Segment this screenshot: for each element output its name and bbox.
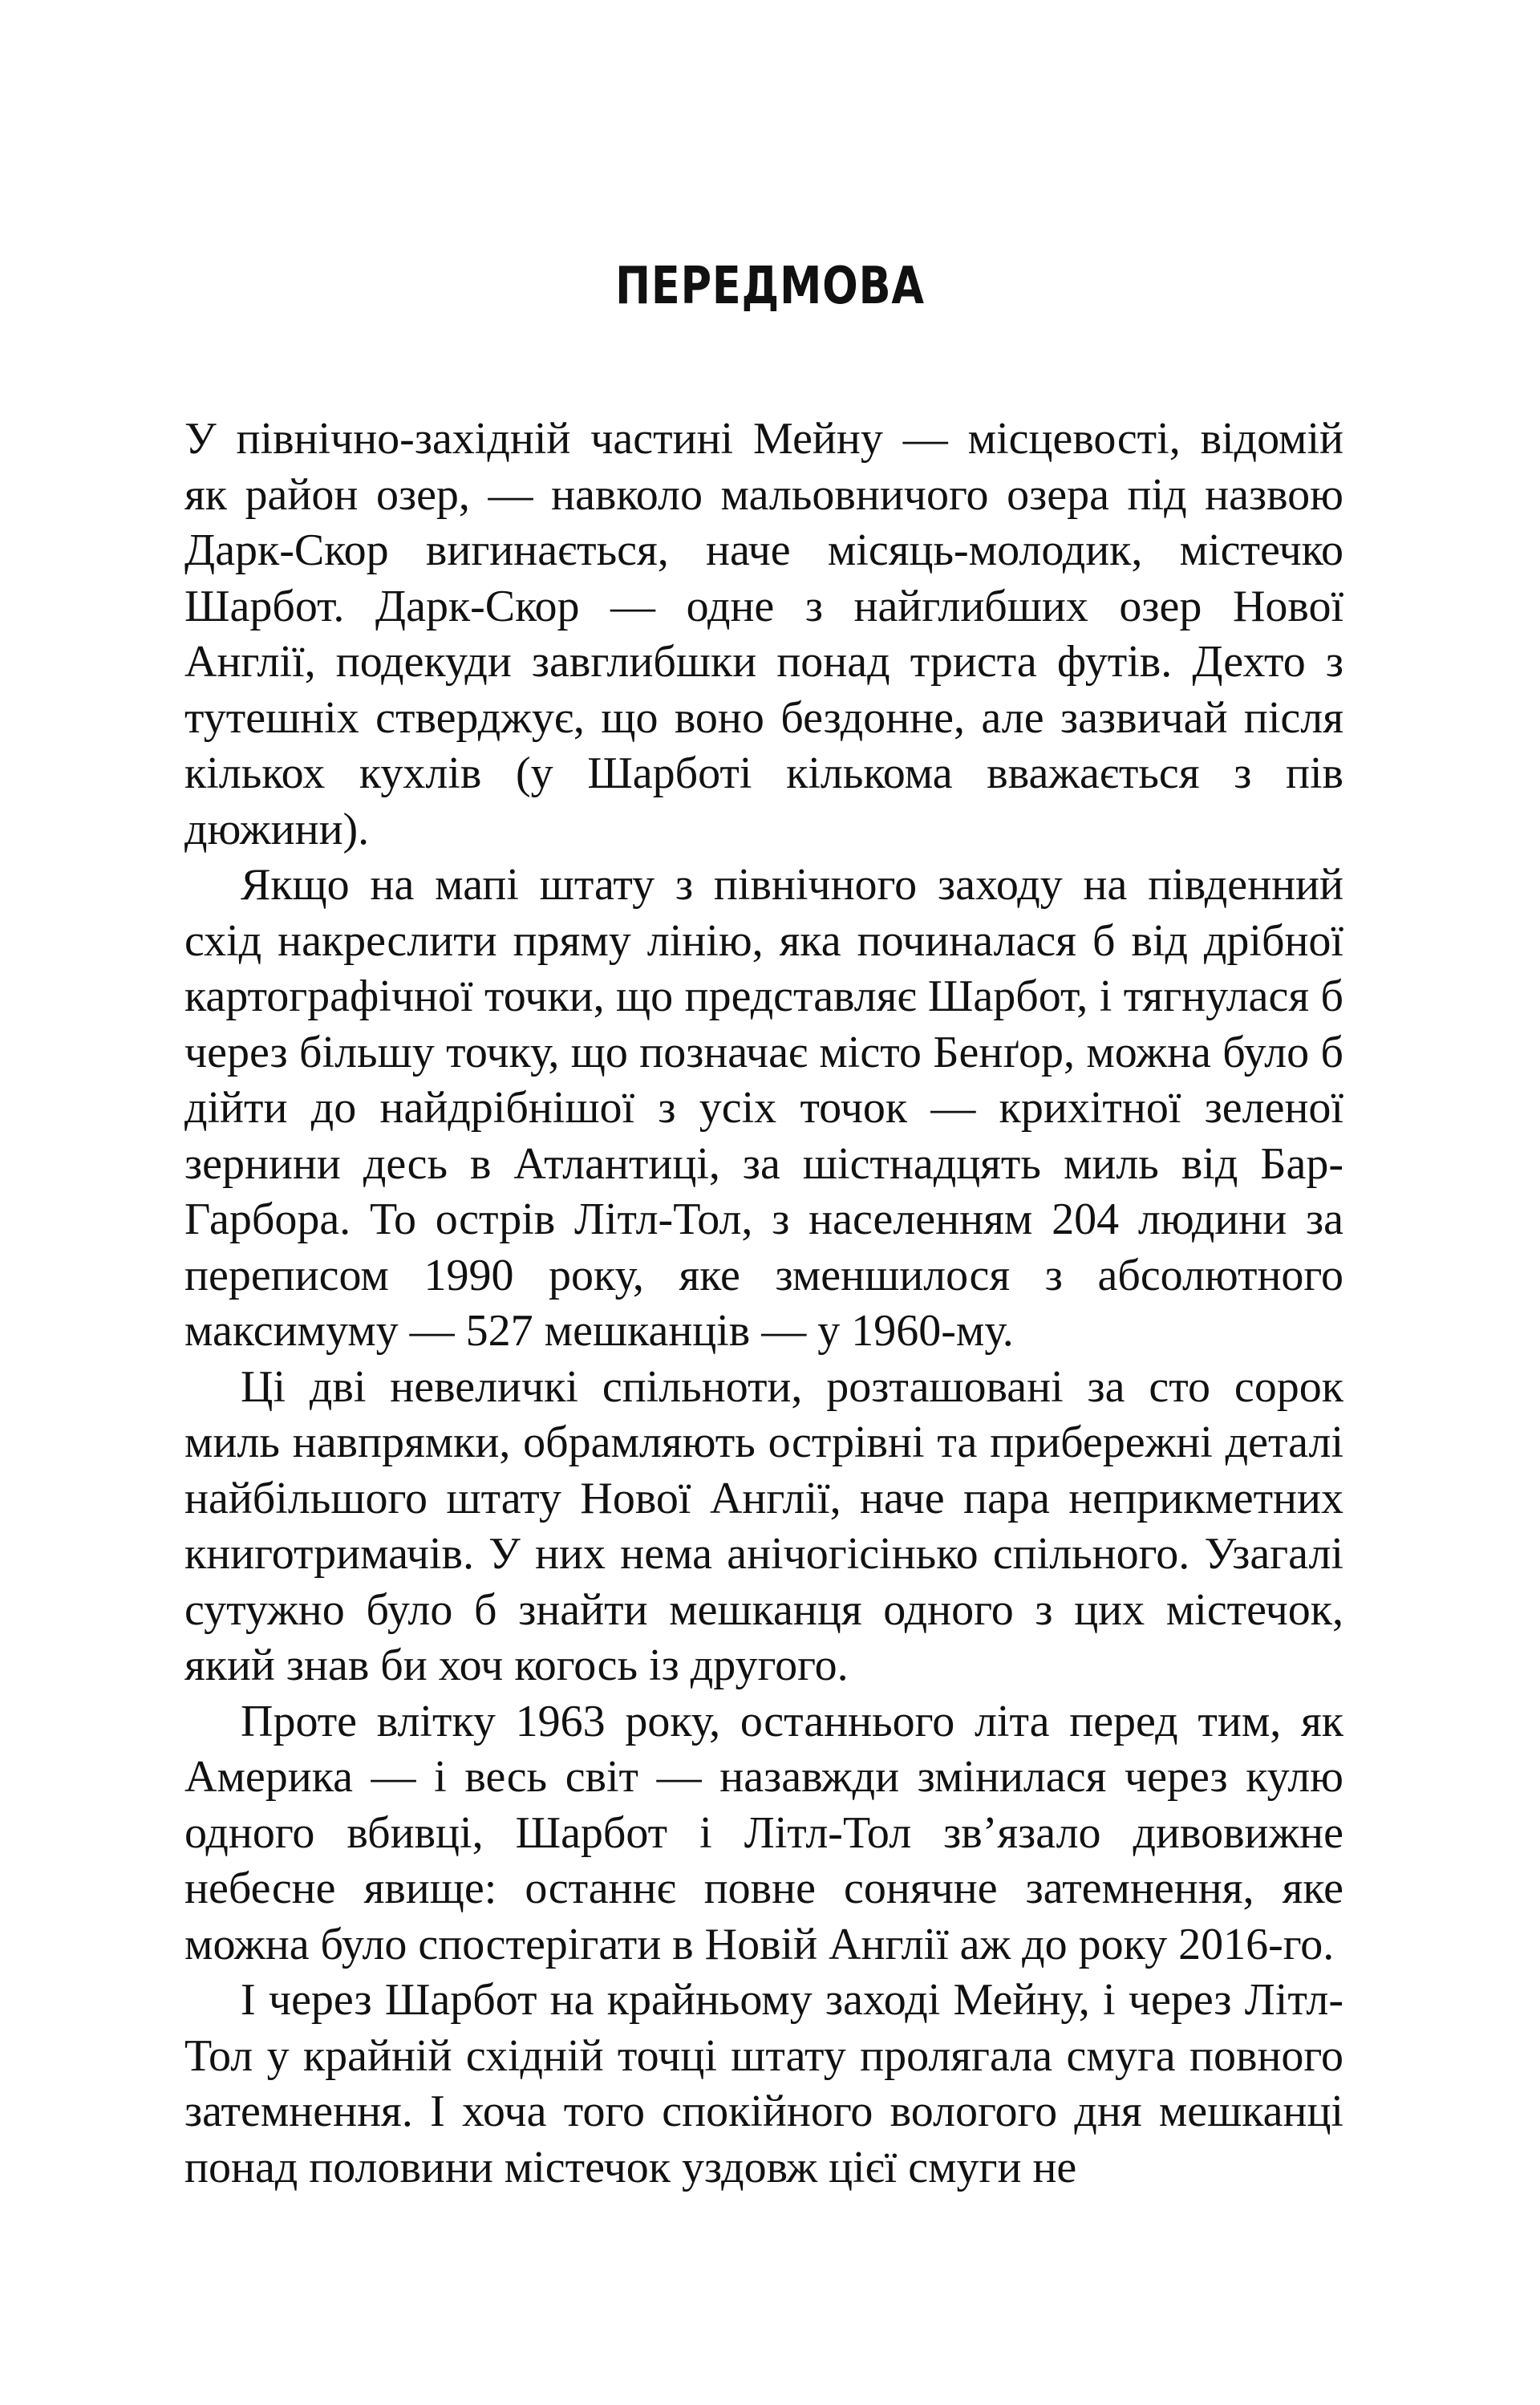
chapter-title: ПЕРЕДМОВА <box>615 257 925 316</box>
paragraph-1: У північно-західній частині Мейну — місцевості, відомій як район озер, — навколо мальовничого озера під назвою Дарк-Скор вигинається, наче місяць-молодик, містечко Шарбот. Дарк-Скор — одне з найглибших озер Нової Англії, подекуди завглибшки понад триста футів. Дехто з тутешніх стверджує, що воно бездонне, але зазвичай після кількох кухлів (у Шарботі кількома вважається з пів дюжини). <box>184 414 1343 854</box>
paragraph-5: І через Шарбот на крайньому заході Мейну, і через Літл-Тол у крайній східній точці штату пролягала смуга повного затемнення. І хоча того спокійного вологого дня мешканці понад половини містечок уздовж цієї смуги не <box>184 1975 1343 2192</box>
paragraph-4: Проте влітку 1963 року, останнього літа перед тим, як Америка — і весь світ — назавжди змінилася через кулю одного вбивці, Шарбот і Літл-Тол зв’язало дивовижне небесне явище: останнє повне сонячне затемнення, яке можна було спостерігати в Новій Англії аж до року 2016-го. <box>184 1696 1343 1969</box>
paragraph-3: Ці дві невеличкі спільноти, розташовані за сто сорок миль навпрямки, обрамляють острівні та прибережні деталі найбільшого штату Нової Англії, наче пара неприкметних книготримачів. У них нема анічогісінько спільного. Узагалі сутужно було б знайти мешканця одного з цих містечок, який знав би хоч когось із другого. <box>184 1361 1343 1690</box>
paragraph-2: Якщо на мапі штату з північного заходу на південний схід накреслити пряму лінію, яка починалася б від дрібної картографічної точки, що представляє Шарбот, і тягнулася б через більшу точку, що позначає місто Бенґор, можна було б дійти до найдрібнішої з усіх точок — крихітної зеленої зернини десь в Атлантиці, за шістнадцять миль від Бар-Гарбора. То острів Літл-Тол, з населенням 204 людини за переписом 1990 року, яке зменшилося з абсолютного максимуму — 527 мешканців — у 1960-му. <box>184 860 1343 1356</box>
body-text <box>184 412 1343 2196</box>
